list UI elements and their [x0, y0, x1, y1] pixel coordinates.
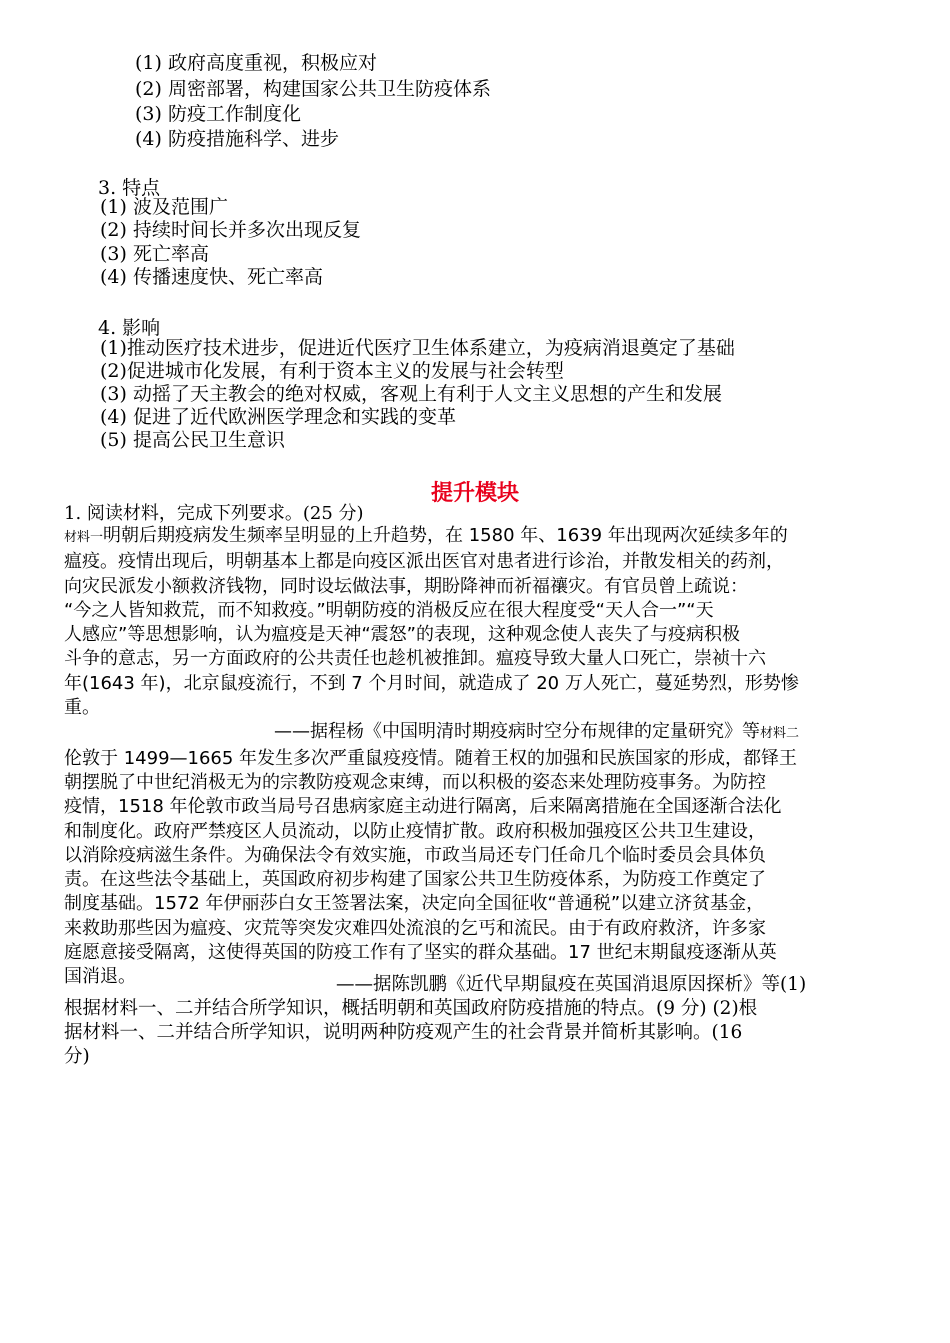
- text-line: 和制度化。政府严禁疫区人员流动，以防止疫情扩散。政府积极加强疫区公共卫生建设，: [64, 820, 766, 842]
- text-line: 国消退。: [64, 966, 136, 988]
- list-item: (5) 提高公民卫生意识: [100, 429, 285, 451]
- text-line: 以消除疫病滋生条件。为确保法令有效实施，市政当局还专门任命几个临时委员会具体负: [64, 844, 766, 866]
- text-line: 朝摆脱了中世纪消极无为的宗教防疫观念束缚，而以积极的姿态来处理防疫事务。为防控: [64, 771, 766, 793]
- text-line: 疫情，1518 年伦敦市政当局号召患病家庭主动进行隔离，后来隔离措施在全国逐渐合法化: [64, 796, 782, 818]
- list-item: (2)促进城市化发展，有利于资本主义的发展与社会转型: [100, 360, 564, 382]
- text-line: 庭愿意接受隔离，这使得英国的防疫工作有了坚实的群众基础。17 世纪末期鼠疫逐渐从英: [64, 942, 777, 964]
- list-item: (1)推动医疗技术进步，促进近代医疗卫生体系建立，为疫病消退奠定了基础: [100, 337, 735, 359]
- list-item: (4) 促进了近代欧洲医学理念和实践的变革: [100, 406, 456, 428]
- question-line: 据材料一、二并结合所学知识，说明两种防疫观产生的社会背景并简析其影响。(16: [64, 1022, 743, 1043]
- material-label: 材料一: [64, 530, 104, 545]
- text-line: 伦敦于 1499—1665 年发生多次严重鼠疫疫情。随着王权的加强和民族国家的形成，都铎王: [64, 747, 798, 769]
- text-line: 斗争的意志，另一方面政府的公共责任也趁机被推卸。瘟疫导致大量人口死亡，崇祯十六: [64, 648, 766, 670]
- text-line: 制度基础。1572 年伊丽莎白女王签署法案，决定向全国征收“普通税”以建立济贫基金，: [64, 893, 765, 915]
- question-line: 根据材料一、二并结合所学知识，概括明朝和英国政府防疫措施的特点。(9 分) (2)根: [64, 998, 758, 1019]
- text-line: 责。在这些法令基础上，英国政府初步构建了国家公共卫生防疫体系，为防疫工作奠定了: [64, 869, 766, 891]
- text-line: 明朝后期疫病发生频率呈明显的上升趋势，在 1580 年、1639 年出现两次延续多年的: [103, 525, 788, 546]
- source-citation: ——据程杨《中国明清时期疫病时空分布规律的定量研究》等: [274, 721, 760, 743]
- question-intro: 1. 阅读材料，完成下列要求。(25 分): [64, 503, 364, 524]
- text-line: 向灾民派发小额救济钱物，同时设坛做法事，期盼降神而祈福禳灾。有官员曾上疏说：: [64, 575, 748, 597]
- section-heading: 3. 特点: [98, 177, 161, 199]
- list-item: (3) 死亡率高: [100, 243, 209, 265]
- list-item: (2) 周密部署，构建国家公共卫生防疫体系: [135, 78, 491, 100]
- text-line: 人感应”等思想影响，认为瘟疫是天神“震怒”的表现，这种观念使人丧失了与疫病积极: [64, 624, 740, 646]
- list-item: (4) 防疫措施科学、进步: [135, 128, 339, 150]
- text-line: 来救助那些因为瘟疫、灾荒等突发灾难四处流浪的乞丐和流民。由于有政府救济，许多家: [64, 917, 766, 939]
- material-one: [64, 524, 884, 990]
- question-line: 分): [64, 1046, 90, 1067]
- list-item: (1) 波及范围广: [100, 196, 228, 218]
- text-line: 瘟疫。疫情出现后，明朝基本上都是向疫区派出医官对患者进行诊治，并散发相关的药剂，: [64, 551, 784, 573]
- list-item: (3) 动摇了天主教会的绝对权威，客观上有利于人文主义思想的产生和发展: [100, 383, 722, 405]
- module-title: 提升模块: [430, 481, 519, 506]
- material-label: 材料二: [760, 726, 800, 742]
- text-line: 年(1643 年)，北京鼠疫流行，不到 7 个月时间，就造成了 20 万人死亡，蔓延势烈，形势惨: [64, 672, 799, 694]
- list-item: (2) 持续时间长并多次出现反复: [100, 219, 361, 241]
- list-item: (1) 政府高度重视，积极应对: [135, 52, 377, 74]
- list-item: (4) 传播速度快、死亡率高: [100, 266, 323, 288]
- question-number: (1): [780, 974, 807, 995]
- list-item: (3) 防疫工作制度化: [135, 103, 301, 125]
- questions-block: [64, 973, 894, 1069]
- source-citation: ——据陈凯鹏《近代早期鼠疫在英国消退原因探析》等: [336, 974, 781, 995]
- text-line: 重。: [64, 697, 100, 719]
- text-line: “今之人皆知救荒，而不知救疫。”明朝防疫的消极反应在很大程度受“天人合一”“天: [64, 599, 714, 621]
- section-heading: 4. 影响: [98, 317, 161, 339]
